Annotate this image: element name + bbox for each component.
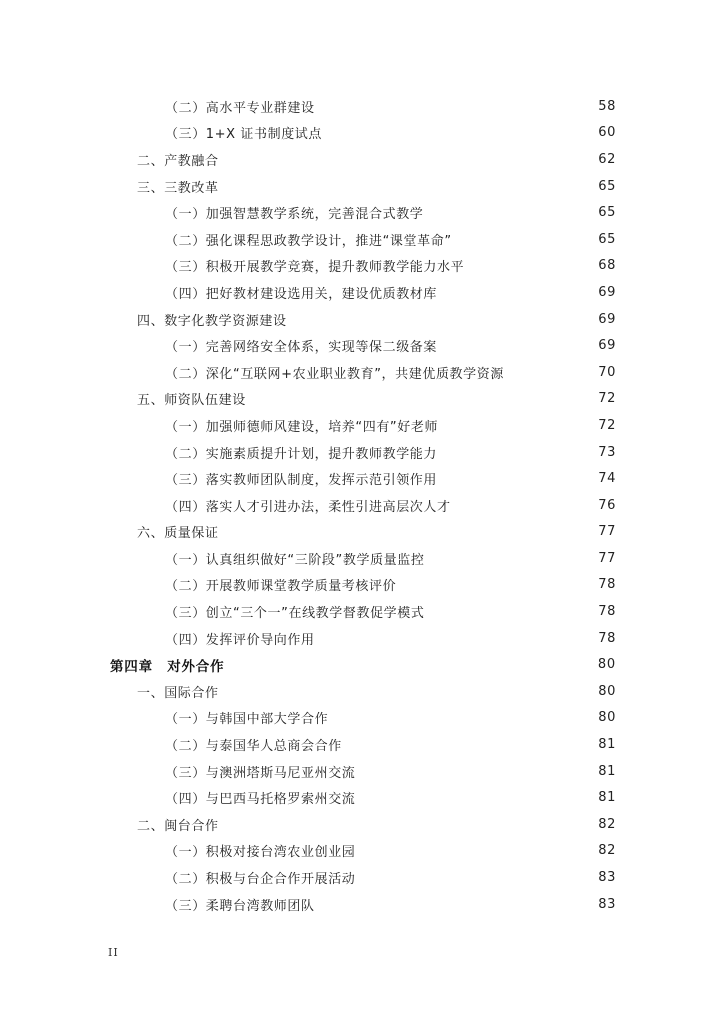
toc-entry-title: （二）高水平专业群建设 (165, 100, 315, 116)
toc-entry-title: （三）落实教师团队制度，发挥示范引领作用 (165, 473, 438, 489)
toc-entry-title: 一、国际合作 (137, 685, 219, 701)
toc-entry[interactable] (0, 386, 724, 413)
dot-leader (428, 206, 588, 219)
toc-entry-page: 76 (598, 497, 616, 513)
dot-leader (327, 126, 588, 139)
toc-entry[interactable] (0, 838, 724, 865)
toc-entry-page: 82 (598, 843, 616, 859)
dot-leader (224, 818, 588, 831)
toc-entry[interactable] (0, 678, 724, 705)
toc-entry-page: 83 (598, 896, 616, 912)
dot-leader (442, 446, 588, 459)
toc-entry[interactable] (0, 93, 724, 120)
dot-leader (224, 685, 588, 698)
toc-entry-title: 二、闽台合作 (137, 818, 219, 834)
toc-entry-page: 81 (598, 763, 616, 779)
dot-leader (401, 578, 588, 591)
toc-entry-title: （二）强化课程思政教学设计，推进“课堂革命” (165, 233, 452, 249)
toc-entry[interactable] (0, 758, 724, 785)
toc-entry-title: （二）开展教师课堂教学质量考核评价 (165, 579, 397, 595)
toc-chapter-title: 第四章 对外合作 (110, 658, 225, 675)
dot-leader (442, 472, 588, 485)
dot-leader (360, 791, 588, 804)
dot-leader (347, 738, 588, 751)
toc-entry[interactable] (0, 332, 724, 359)
toc-entry[interactable] (0, 864, 724, 891)
dot-leader (224, 180, 588, 193)
dot-leader (429, 552, 588, 565)
dot-leader (224, 525, 588, 538)
toc-entry[interactable] (0, 359, 724, 386)
toc-entry[interactable] (0, 545, 724, 572)
toc-entry[interactable] (0, 173, 724, 200)
dot-leader (360, 765, 588, 778)
toc-entry[interactable] (0, 492, 724, 519)
toc-entry-title: （二）与泰国华人总商会合作 (165, 739, 342, 755)
toc-entry[interactable] (0, 253, 724, 280)
toc-entry-page: 72 (598, 417, 616, 433)
toc-entry-page: 62 (598, 151, 616, 167)
toc-entry-page: 81 (598, 790, 616, 806)
dot-leader (333, 711, 588, 724)
toc-entry-title: （四）把好教材建设选用关，建设优质教材库 (165, 286, 438, 302)
toc-entry-page: 81 (598, 737, 616, 753)
toc-entry[interactable] (0, 439, 724, 466)
toc-entry[interactable] (0, 199, 724, 226)
dot-leader (442, 339, 588, 352)
toc-entry-page: 69 (598, 311, 616, 327)
toc-entry-page: 73 (598, 444, 616, 460)
toc-entry-title: （二）深化“互联网+农业职业教育”，共建优质教学资源 (165, 366, 504, 382)
toc-entry[interactable] (0, 120, 724, 147)
dot-leader (360, 871, 588, 884)
toc-entry-page: 74 (598, 471, 616, 487)
toc-entry[interactable] (0, 465, 724, 492)
toc-entry-page: 68 (598, 258, 616, 274)
toc-entry-page: 69 (598, 338, 616, 354)
footer-page-number: II (108, 946, 119, 959)
toc-entry-page: 78 (598, 577, 616, 593)
toc-entry[interactable] (0, 891, 724, 918)
table-of-contents (0, 93, 724, 917)
dot-leader (320, 632, 588, 645)
dot-leader (442, 286, 588, 299)
toc-entry-title: 三、三教改革 (137, 180, 219, 196)
toc-entry[interactable] (0, 784, 724, 811)
toc-entry-title: （二）实施素质提升计划，提升教师教学能力 (165, 446, 438, 462)
toc-entry-title: （二）积极与台企合作开展活动 (165, 872, 356, 888)
toc-entry[interactable] (0, 705, 724, 732)
dot-leader (251, 392, 588, 405)
dot-leader (229, 658, 588, 671)
toc-entry-page: 77 (598, 550, 616, 566)
toc-entry-page: 69 (598, 284, 616, 300)
toc-entry-title: （一）积极对接台湾农业创业园 (165, 845, 356, 861)
toc-entry-title: （三）与澳洲塔斯马尼亚州交流 (165, 765, 356, 781)
toc-entry-page: 72 (598, 391, 616, 407)
toc-entry[interactable] (0, 279, 724, 306)
toc-entry-page: 60 (598, 125, 616, 141)
toc-entry-title: （一）与韩国中部大学合作 (165, 712, 329, 728)
toc-entry-title: （四）发挥评价导向作用 (165, 632, 315, 648)
toc-entry-page: 70 (598, 364, 616, 380)
toc-entry-page: 58 (598, 98, 616, 114)
toc-chapter-entry[interactable] (0, 651, 724, 678)
dot-leader (443, 419, 588, 432)
toc-entry-title: 四、数字化教学资源建设 (137, 313, 287, 329)
toc-entry[interactable] (0, 412, 724, 439)
dot-leader (224, 153, 588, 166)
toc-entry-page: 83 (598, 870, 616, 886)
toc-entry-page: 80 (597, 657, 616, 673)
toc-entry[interactable] (0, 572, 724, 599)
dot-leader (456, 499, 588, 512)
toc-entry-page: 78 (598, 630, 616, 646)
toc-entry-title: 二、产教融合 (137, 153, 219, 169)
toc-entry-title: （一）加强智慧教学系统，完善混合式教学 (165, 207, 424, 223)
dot-leader (469, 259, 588, 272)
toc-entry[interactable] (0, 146, 724, 173)
toc-entry[interactable] (0, 306, 724, 333)
toc-entry-page: 77 (598, 524, 616, 540)
toc-entry[interactable] (0, 226, 724, 253)
toc-entry-title: （四）落实人才引进办法，柔性引进高层次人才 (165, 499, 451, 515)
dot-leader (292, 313, 588, 326)
toc-entry[interactable] (0, 731, 724, 758)
toc-entry-title: （一）加强师德师风建设，培养“四有”好老师 (165, 419, 439, 435)
dot-leader (457, 233, 588, 246)
toc-entry-page: 65 (598, 178, 616, 194)
toc-entry-title: （三）1+X 证书制度试点 (165, 127, 323, 143)
toc-entry-page: 82 (598, 816, 616, 832)
toc-entry-page: 78 (598, 604, 616, 620)
dot-leader (320, 100, 588, 113)
toc-entry[interactable] (0, 598, 724, 625)
toc-entry[interactable] (0, 519, 724, 546)
toc-entry-title: （三）积极开展教学竞赛，提升教师教学能力水平 (165, 260, 465, 276)
toc-entry-title: （一）认真组织做好“三阶段”教学质量监控 (165, 552, 425, 568)
toc-entry[interactable] (0, 811, 724, 838)
toc-entry-page: 80 (598, 683, 616, 699)
dot-leader (320, 898, 588, 911)
toc-entry-title: （三）创立“三个一”在线教学督教促学模式 (165, 606, 425, 622)
toc-entry-title: （四）与巴西马托格罗索州交流 (165, 792, 356, 808)
dot-leader (360, 844, 588, 857)
toc-entry-title: （一）完善网络安全体系，实现等保二级备案 (165, 340, 438, 356)
toc-entry-page: 65 (598, 231, 616, 247)
toc-entry-title: （三）柔聘台湾教师团队 (165, 898, 315, 914)
dot-leader (509, 366, 588, 379)
dot-leader (429, 605, 588, 618)
toc-entry-title: 五、师资队伍建设 (137, 393, 246, 409)
toc-entry-page: 65 (598, 205, 616, 221)
toc-entry-title: 六、质量保证 (137, 526, 219, 542)
toc-entry-page: 80 (598, 710, 616, 726)
toc-entry[interactable] (0, 625, 724, 652)
